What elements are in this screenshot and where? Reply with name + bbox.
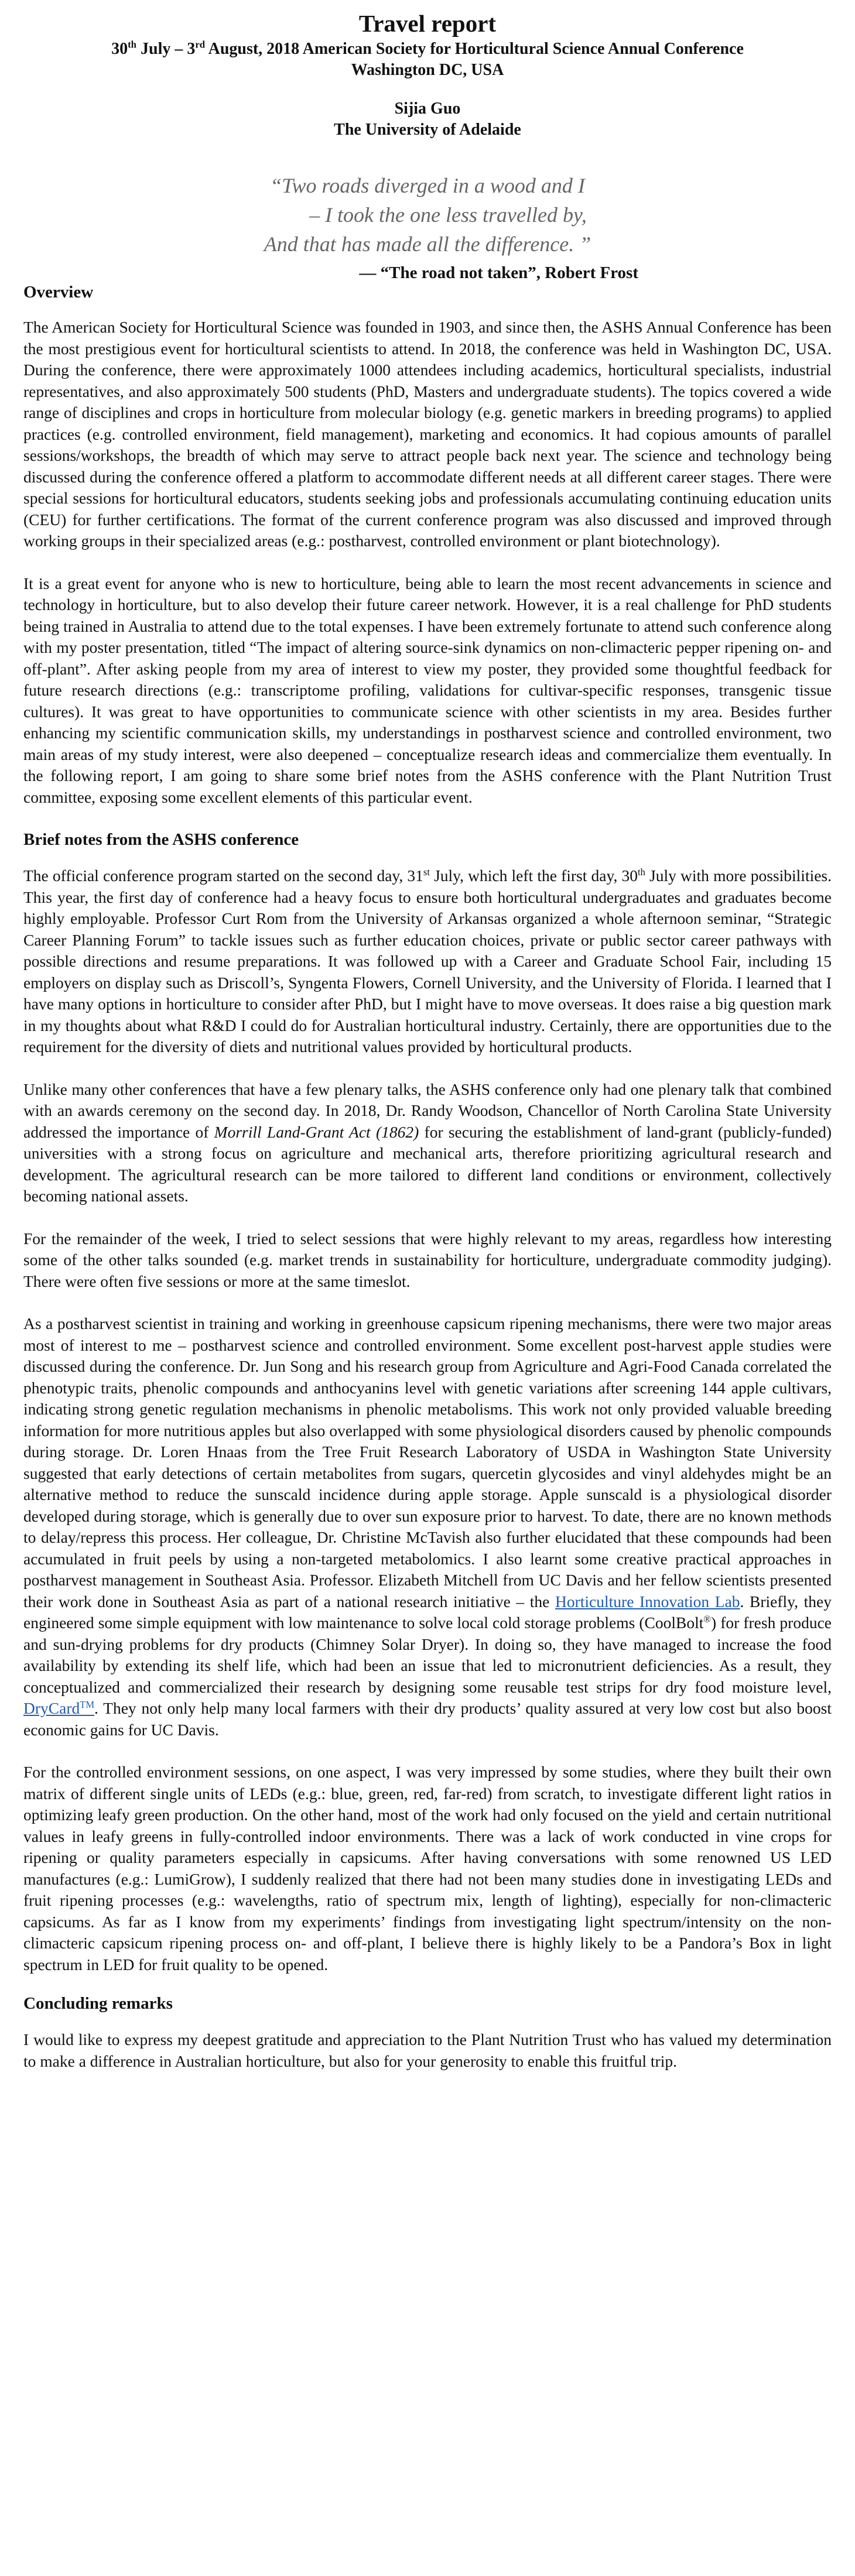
paragraph: The official conference program started on the second day, 31st July, which left the first day, 30th July with more possibilities. This year, the first day of conference had a heavy focus to ensure both horticultural undergraduates and graduates become highly employable. Professor Curt Rom from the University of Arkansas organized a whole afternoon seminar, “Strategic Career Planning Forum” to tackle issues such as further education choices, private or public sector career pathways with possible directions and resume preparations. It was followed up with a Career and Graduate School Fair, including 15 employers on display such as Driscoll’s, Syngenta Flowers, Cornell University, and the University of Florida. I learned that I have many options in horticulture to consider after PhD, but I might have to move overseas. It does raise a big question mark in my thoughts about what R&D I could do for Australian horticultural industry. Certainly, there are opportunities due to the requirement for the diversity of diets and nutritional values provided by horticultural products. (23, 866, 832, 1056)
paragraph: Unlike many other conferences that have a few plenary talks, the ASHS conference only had one plenary talk that combined with an awards ceremony on the second day. In 2018, Dr. Randy Woodson, Chancellor of North Carolina State University addressed the importance of Morrill Land-Grant Act (1862) for securing the establishment of land-grant (publicly-funded) universities with a strong focus on agriculture and mechanical arts, therefore prioritizing agricultural research and development. The agricultural research can be more tailored to different land conditions or environment, collectively becoming national assets. (23, 1080, 832, 1205)
epigraph (23, 171, 832, 259)
epigraph-line: “Two roads diverged in a wood and I (270, 174, 585, 197)
paragraph: As a postharvest scientist in training and working in greenhouse capsicum ripening mechanisms, there were two major areas most of interest to me – postharvest science and controlled environment. Some excellent post-harvest apple studies were discussed during the conference. Dr. Jun Song and his research group from Agriculture and Agri-Food Canada correlated the phenotypic traits, phenolic compounds and anthocyanins level with genetic variations after screening 144 apple cultivars, indicating strong genetic regulation mechanisms in phenolic metabolisms. This work not only provided valuable breeding information for more nutritious apples but also overlapped with some physiological disorders caused by phenolic compounds during storage. Dr. Loren Hnaas from the Tree Fruit Research Laboratory of USDA in Washington State University suggested that early detections of certain metabolites from sugars, quercetin glycosides and vinyl aldehydes might be an alternative method to reduce the sunscald incidence during apple storage. Apple sunscald is a physiological disorder developed during storage, which is generally due to over sun exposure prior to harvest. To date, there are no known methods to delay/repress this process. Her colleague, Dr. Christine McTavish also further elucidated that these compounds had been accumulated in fruit peels by using a non-targeted metabolomics. I also learnt some creative practical approaches in postharvest management in Southeast Asia. Professor. Elizabeth Mitchell from UC Davis and her fellow scientists presented their work done in Southeast Asia as part of a national research initiative – the Horticulture Innovation Lab. Briefly, they engineered some simple equipment with low maintenance to solve local cold storage problems (CoolBolt®) for fresh produce and sun-drying problems for dry products (Chimney Solar Dryer). In doing so, they have managed to increase the food availability by extending its shelf life, which had been an issue that led to micronutrient deficiencies. As a result, they conceptualized and commercialized their research by designing some reusable test strips for dry food moisture level, DryCard™. They not only help many local farmers with their dry products’ quality assured at very low cost but also boost economic gains for UC Davis. (23, 1314, 832, 1739)
epigraph-attribution: — “The road not taken”, Robert Frost (359, 263, 638, 282)
section-heading-concluding: Concluding remarks (23, 1994, 173, 2013)
section-heading-overview: Overview (23, 283, 94, 302)
paragraph: It is a great event for anyone who is new to horticulture, being able to learn the most recent advancements in science and technology in horticulture, but to also develop their future career network. However, it is a real challenge for PhD students being trained in Australia to attend due to the total expenses. I have been extremely fortunate to attend such conference along with my poster presentation, titled “The impact of altering source-sink dynamics on non-climacteric pepper ripening on- and off-plant”. After asking people from my area of interest to view my poster, they provided some thoughtful feedback for future research directions (e.g.: transcriptome profiling, validations for cultivar-specific responses, transgenic tissue cultures). It was great to have opportunities to communicate science with other scientists in my area. Besides further enhancing my scientific communication skills, my understandings in postharvest science and controlled environment, two main areas of my study interest, were also deepened – conceptualize research ideas and commercialize them eventually. In the following report, I am going to share some brief notes from the ASHS conference with the Plant Nutrition Trust committee, exposing some excellent elements of this particular event. (23, 574, 832, 806)
report-title: Travel report (358, 10, 497, 37)
conference-dates: 30th July – 3rd August, 2018 American Society for Horticultural Science Annual Conference (111, 39, 744, 58)
paragraph: I would like to express my deepest gratitude and appreciation to the Plant Nutrition Trust who has valued my determination to make a difference in Australian horticulture, but also for your generosity to enable this fruitful trip. (23, 2030, 832, 2070)
paragraph: The American Society for Horticultural Science was founded in 1903, and since then, the ASHS Annual Conference has been the most prestigious event for horticultural scientists to attend. In 2018, the conference was held in Washington DC, USA. During the conference, there were approximately 1000 attendees including academics, horticultural specialists, industrial representatives, and also approximately 500 students (PhD, Masters and undergraduate students). The topics covered a wide range of disciplines and crops in horticulture from molecular biology (e.g. genetic markers in breeding programs) to applied practices (e.g. controlled environment, field management), marketing and economics. It had copious amounts of parallel sessions/workshops, the breadth of which may serve to attract people back next year. The science and technology being discussed during the conference offered a platform to accommodate different needs at all different career stages. There were special sessions for horticultural educators, students seeking jobs and professionals accumulating continuing education units (CEU) for further certifications. The format of the current conference program was also discussed and improved through working groups in their specialized areas (e.g.: postharvest, controlled environment or plant biotechnology). (23, 318, 832, 550)
author-name: Sijia Guo (394, 100, 461, 118)
epigraph-line: And that has made all the difference. ” (264, 232, 591, 256)
drycard-link[interactable]: DryCard™ (23, 1698, 94, 1717)
conference-line (23, 39, 832, 60)
section-heading-brief-notes: Brief notes from the ASHS conference (23, 830, 299, 849)
paragraph: For the remainder of the week, I tried to select sessions that were highly relevant to my areas, regardless how interesting some of the other talks sounded (e.g. market trends in sustainability for horticulture, undergraduate commodity judging). There were often five sessions or more at the same timeslot. (23, 1229, 832, 1290)
paragraph: For the controlled environment sessions, on one aspect, I was very impressed by some studies, where they built their own matrix of different single units of LEDs (e.g.: blue, green, red, far-red) from scratch, to investigate different light ratios in optimizing leafy green production. On the other hand, most of the work had only focused on the yield and certain nutritional values in leafy greens in fully-controlled indoor environments. There was a lack of work conducted in vine crops for ripening or quality parameters especially in capsicums. After having conversations with some renowned US LED manufactures (e.g.: LumiGrow), I suddenly realized that there had not been many studies done in investigating LEDs and fruit ripening processes (e.g.: wavelengths, ratio of spectrum mix, length of lighting), especially for non-climacteric capsicums. As far as I know from my experiments’ findings from investigating light spectrum/intensity on the non-climacteric capsicum ripening process on- and off-plant, I believe there is highly likely to be a Pandora’s Box in light spectrum in LED for fruit quality to be opened. (23, 1763, 832, 1974)
horticulture-innovation-lab-link[interactable]: Horticulture Innovation Lab (555, 1592, 740, 1611)
epigraph-line: – I took the one less travelled by, (309, 203, 587, 227)
conference-location: Washington DC, USA (351, 61, 504, 79)
author-affiliation: The University of Adelaide (334, 121, 521, 139)
